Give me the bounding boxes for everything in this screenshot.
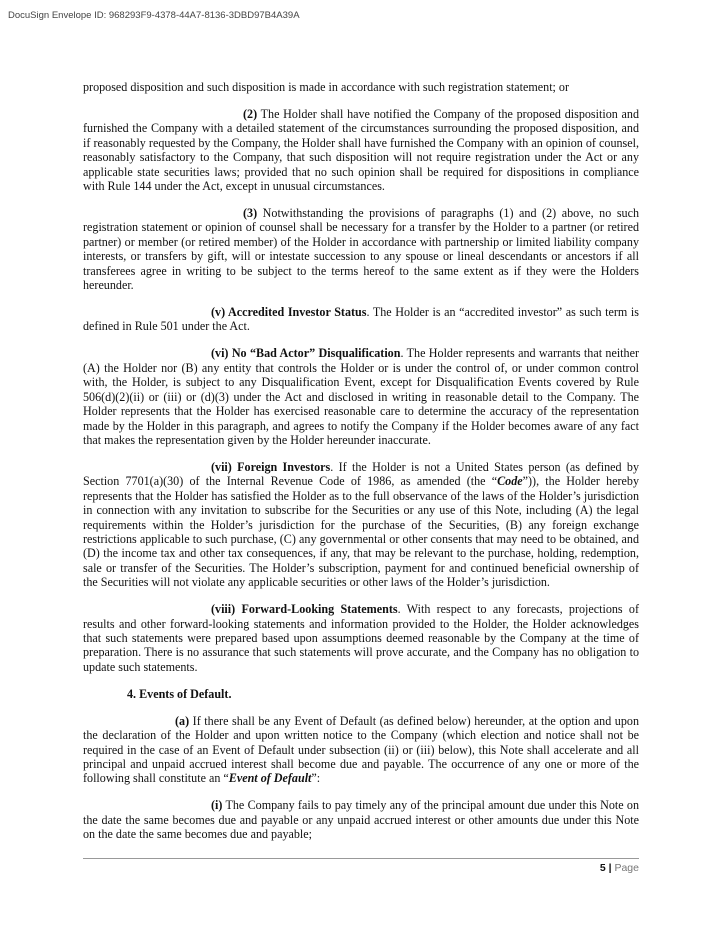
paragraph-text: If there shall be any Event of Default (as defined below) hereunder, at the option and upon the declaration of the Holder and upon written notice to the Company (which election and notice shall not be required in the case of an Event of Default under subsection (ii) or (iii) below), this Note shall accelerate and all principal and unpaid accrued interest shall become due and payable. The occurrence of any one or more of the following shall constitute an “: [83, 713, 639, 786]
paragraph-text: . With respect to any forecasts, projections of results and other forward-looking statements and information provided to the Holder, the Holder acknowledges that such statements were prepared based upon assumptions deemed reasonable by the Company at the time of preparation. There is no assurance that such statements will prove accurate, and the Company has no obligation to update such statements.: [83, 602, 639, 674]
paragraph-text: . If the Holder is not a United States person (as defined by Section 7701(a)(30) of the Internal Revenue Code of 1986, as amended (the “: [83, 459, 640, 489]
section-vii-foreign-investors: [83, 460, 639, 590]
section-heading: (viii) Forward-Looking Statements: [211, 602, 398, 617]
paragraph-number: (i): [211, 798, 223, 813]
document-body: [83, 80, 639, 842]
paragraph-number: (3): [243, 206, 258, 221]
page-number: 5: [599, 862, 606, 874]
section-heading: (vii) Foreign Investors: [211, 459, 331, 474]
page-separator: |: [605, 862, 615, 874]
paragraph-text: The Company fails to pay timely any of the principal amount due under this Note on the date the same becomes due and payable or any unpaid accrued interest or other amounts due under this Note on the date the same becomes due and payable;: [83, 798, 639, 842]
paragraph-text: ”)), the Holder hereby represents that the Holder has satisfied the Holder as to the full observance of the laws of the Holder’s jurisdiction in connection with any invitation to subscribe for the Securities or any use of this Note, including (A) the legal requirements within the Holder’s jurisdiction for the purchase of the Securities, (B) any foreign exchange restrictions applicable to such purchase, (C) any governmental or other consents that may need to be obtained, and (D) the income tax and other tax consequences, if any, that may be relevant to the purchase, holding, redemption, sale or transfer of the Securities. The Holder’s subscription, payment for and continued beneficial ownership of the Securities will not violate any applicable securities or other laws of the Holder’s jurisdiction.: [83, 474, 639, 590]
docusign-envelope-id: DocuSign Envelope ID: 968293F9-4378-44A7-8136-3DBD97B4A39A: [8, 10, 300, 21]
page-footer: [600, 862, 639, 874]
paragraph-a-acceleration: [83, 714, 639, 786]
section-vi-bad-actor: [83, 346, 639, 447]
paragraph-text: Notwithstanding the provisions of paragraphs (1) and (2) above, no such registration statement or opinion of counsel shall be necessary for a transfer by the Holder to a partner (or retired partner) or member (or retired member) of the Holder in accordance with partnership or limited liability company interests, or transfers by gift, will or intestate succession to any spouse or lineal descendants or ancestors if all transferees agree in writing to be subject to the terms hereof to the same extent as if they were the Holders hereunder.: [83, 206, 639, 293]
paragraph-i-payment-default: [83, 798, 639, 841]
paragraph-text: . The Holder is an “accredited investor” as such term is defined in Rule 501 under the Act.: [83, 305, 639, 334]
paragraph-disposition-cont: [83, 80, 639, 94]
paragraph-3-exemptions: [83, 206, 639, 292]
paragraph-text: The Holder shall have notified the Company of the proposed disposition and furnished the Company with a detailed statement of the circumstances surrounding the proposed disposition, and if reasonably requested by the Company, the Holder shall have furnished the Company with an opinion of counsel, reasonably satisfactory to the Company, that such disposition will not require registration under the Act or any applicable state securities laws; provided that no such opinion shall be required for dispositions in compliance with Rule 144 under the Act, except in unusual circumstances.: [83, 107, 639, 194]
section-v-accredited-investor: [83, 305, 639, 334]
section-heading: (vi) No “Bad Actor” Disqualification: [211, 346, 401, 361]
paragraph-number: (2): [243, 107, 258, 121]
paragraph-2-holder-notice: [83, 107, 639, 193]
section-viii-forward-looking: [83, 602, 639, 674]
defined-term-code: Code: [497, 474, 523, 489]
paragraph-number: (a): [175, 713, 190, 728]
paragraph-text: ”:: [311, 771, 321, 786]
footer-divider: [83, 858, 639, 859]
paragraph-text: . The Holder represents and warrants that neither (A) the Holder nor (B) any entity that controls the Holder or is under the control of, or under common control with, the Holder, is subject to any Disqualification Event, except for Disqualification Events covered by Rule 506(d)(2)(ii) or (iii) or (d)(3) under the Act and disclosed in writing in reasonable detail to the Company. The Holder represents that the Holder has exercised reasonable care to determine the accuracy of the representation made by the Holder in this paragraph, and agrees to notify the Company if the Holder becomes aware of any fact that makes the representation given by the Holder hereunder inaccurate.: [83, 346, 639, 447]
section-heading: (v) Accredited Investor Status: [211, 305, 367, 320]
defined-term-event-of-default: Event of Default: [228, 771, 312, 786]
page-label: Page: [614, 862, 639, 874]
events-of-default-heading: 4. Events of Default.: [127, 686, 232, 701]
paragraph-text: proposed disposition and such disposition is made in accordance with such registration statement; or: [83, 80, 570, 94]
